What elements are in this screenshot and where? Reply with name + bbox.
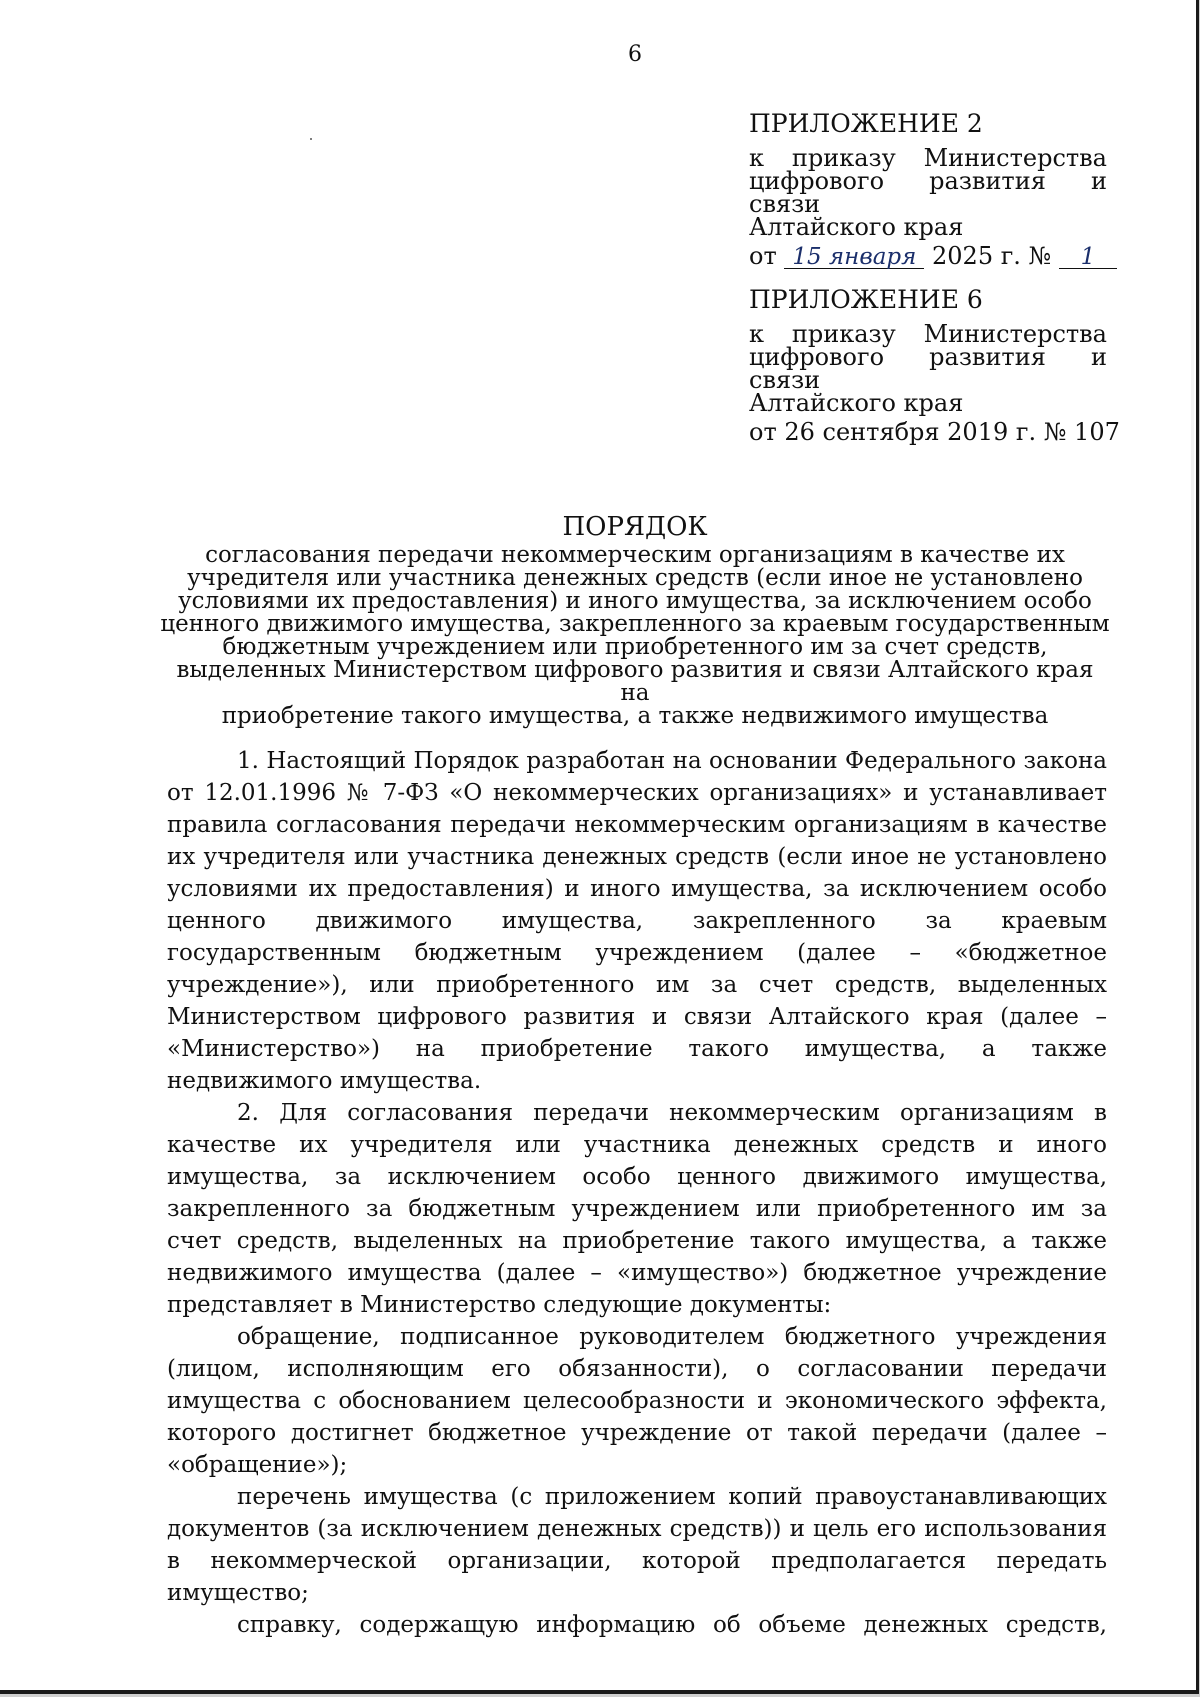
appendix-6-ref-line: к приказу Министерства xyxy=(749,320,1107,348)
subtitle-line: учредителя или участника денежных средств (если иное не установлено xyxy=(187,565,1083,591)
appendix-2-ref-line: цифрового развития и связи xyxy=(749,167,1107,218)
subtitle-line: бюджетным учреждением или приобретенного им за счет средств, xyxy=(222,634,1048,660)
appendix-2-block xyxy=(749,109,1107,270)
year-and-number-label: 2025 г. № xyxy=(932,242,1052,270)
appendix-2-ref-line: Алтайского края xyxy=(749,213,964,241)
handwritten-date: 15 января xyxy=(784,246,924,269)
subtitle-line: согласования передачи некоммерческим организациям в качестве их xyxy=(205,542,1065,568)
appendix-6-date-line: от 26 сентября 2019 г. № 107 xyxy=(749,418,1120,446)
subtitle-line: условиями их предоставления) и иного имущества, за исключением особо xyxy=(178,588,1092,614)
paragraph: перечень имущества (с приложением копий правоустанавливающих документов (за исключением денежных средств)) и цель его использования в некоммерческой организации, которой предполагается передать имущество; xyxy=(167,1484,1107,1606)
appendix-6-ref-line: Алтайского края xyxy=(749,389,964,417)
document-body xyxy=(167,745,1107,1641)
paragraph: обращение, подписанное руководителем бюджетного учреждения (лицом, исполняющим его обязанности), о согласовании передачи имущества с обоснованием целесообразности и экономического эффекта, которого достигнет бюджетное учреждение от такой передачи (далее – «обращение»); xyxy=(167,1324,1107,1478)
scan-speck xyxy=(310,138,312,140)
appendix-2-ref-line: к приказу Министерства xyxy=(749,144,1107,172)
subtitle-line: ценного движимого имущества, закрепленного за краевым государственным xyxy=(160,611,1110,637)
date-prefix: от xyxy=(749,242,777,270)
appendix-6-block xyxy=(749,285,1120,446)
subtitle-line: приобретение такого имущества, а также недвижимого имущества xyxy=(221,703,1049,729)
page-number: 6 xyxy=(628,42,642,67)
handwritten-number: 1 xyxy=(1059,246,1117,269)
subtitle-line: выделенных Министерством цифрового развития и связи Алтайского края на xyxy=(176,657,1094,706)
appendix-2-date-line xyxy=(749,242,1107,270)
paragraph: 2. Для согласования передачи некоммерческим организациям в качестве их учредителя или участника денежных средств и иного имущества, за исключением особо ценного движимого имущества, закрепленного за бюджетным учреждением или приобретенного им за счет средств, выделенных на приобретение такого имущества, а также недвижимого имущества (далее – «имущество») бюджетное учреждение представляет в Министерство следующие документы: xyxy=(167,1100,1107,1318)
paragraph: справку, содержащую информацию об объеме денежных средств, xyxy=(237,1612,1107,1638)
appendix-2-heading: ПРИЛОЖЕНИЕ 2 xyxy=(749,109,983,138)
paragraph: 1. Настоящий Порядок разработан на основании Федерального закона от 12.01.1996 № 7-ФЗ «О некоммерческих организациях» и устанавливает правила согласования передачи некоммерческим организациям в качестве их учредителя или участника денежных средств (если иное не установлено условиями их предоставления) и иного имущества, за исключением особо ценного движимого имущества, закрепленного за краевым государственным бюджетным учреждением (далее – «бюджетное учреждение»), или приобретенного им за счет средств, выделенных Министерством цифрового развития и связи Алтайского края (далее – «Министерство») на приобретение такого имущества, а также недвижимого имущества. xyxy=(167,748,1107,1094)
document-subtitle xyxy=(160,544,1110,728)
appendix-6-heading: ПРИЛОЖЕНИЕ 6 xyxy=(749,285,983,314)
document-title: ПОРЯДОК xyxy=(562,512,708,542)
appendix-6-ref-line: цифрового развития и связи xyxy=(749,343,1107,394)
page-edge xyxy=(1191,0,1194,1690)
